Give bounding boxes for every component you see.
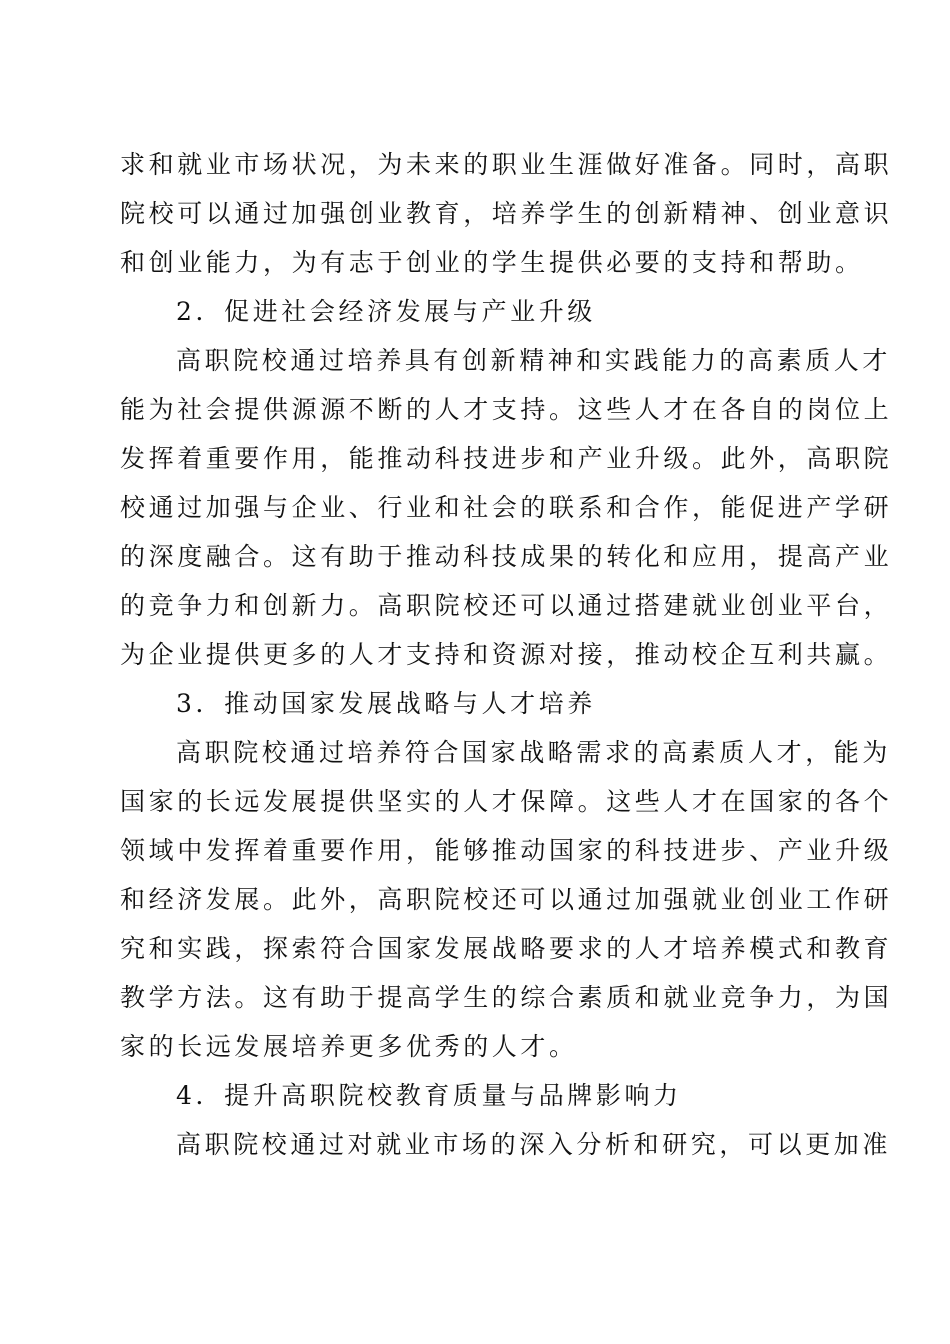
body-text-line: 国家的长远发展提供坚实的人才保障。这些人才在国家的各个: [120, 787, 893, 816]
body-text-line: 领域中发挥着重要作用，能够推动国家的科技进步、产业升级: [120, 836, 893, 865]
body-text-line: 发挥着重要作用，能推动科技进步和产业升级。此外，高职院: [120, 444, 893, 473]
body-text-line: 的竞争力和创新力。高职院校还可以通过搭建就业创业平台，: [120, 591, 893, 620]
body-text-line: 高职院校通过培养符合国家战略需求的高素质人才，能为: [176, 738, 892, 767]
body-text-line: 校通过加强与企业、行业和社会的联系和合作，能促进产学研: [120, 493, 893, 522]
section-heading-3: 3．推动国家发展战略与人才培养: [176, 689, 596, 718]
body-text-line: 高职院校通过对就业市场的深入分析和研究，可以更加准: [176, 1130, 892, 1159]
body-text-line: 能为社会提供源源不断的人才支持。这些人才在各自的岗位上: [120, 395, 893, 424]
body-text-line: 为企业提供更多的人才支持和资源对接，推动校企互利共赢。: [120, 640, 893, 669]
body-text-line: 和经济发展。此外，高职院校还可以通过加强就业创业工作研: [120, 885, 893, 914]
body-text-line: 教学方法。这有助于提高学生的综合素质和就业竞争力，为国: [120, 983, 893, 1012]
section-heading-2: 2．促进社会经济发展与产业升级: [176, 297, 596, 326]
body-text-line: 院校可以通过加强创业教育，培养学生的创新精神、创业意识: [120, 199, 893, 228]
body-text-line: 家的长远发展培养更多优秀的人才。: [120, 1032, 578, 1061]
body-text-line: 和创业能力，为有志于创业的学生提供必要的支持和帮助。: [120, 248, 864, 277]
body-text-line: 究和实践，探索符合国家发展战略要求的人才培养模式和教育: [120, 934, 893, 963]
document-body: [120, 140, 893, 1169]
body-text-line: 求和就业市场状况，为未来的职业生涯做好准备。同时，高职: [120, 150, 893, 179]
body-text-line: 高职院校通过培养具有创新精神和实践能力的高素质人才: [176, 346, 892, 375]
body-text-line: 的深度融合。这有助于推动科技成果的转化和应用，提高产业: [120, 542, 893, 571]
section-heading-4: 4．提升高职院校教育质量与品牌影响力: [176, 1081, 682, 1110]
